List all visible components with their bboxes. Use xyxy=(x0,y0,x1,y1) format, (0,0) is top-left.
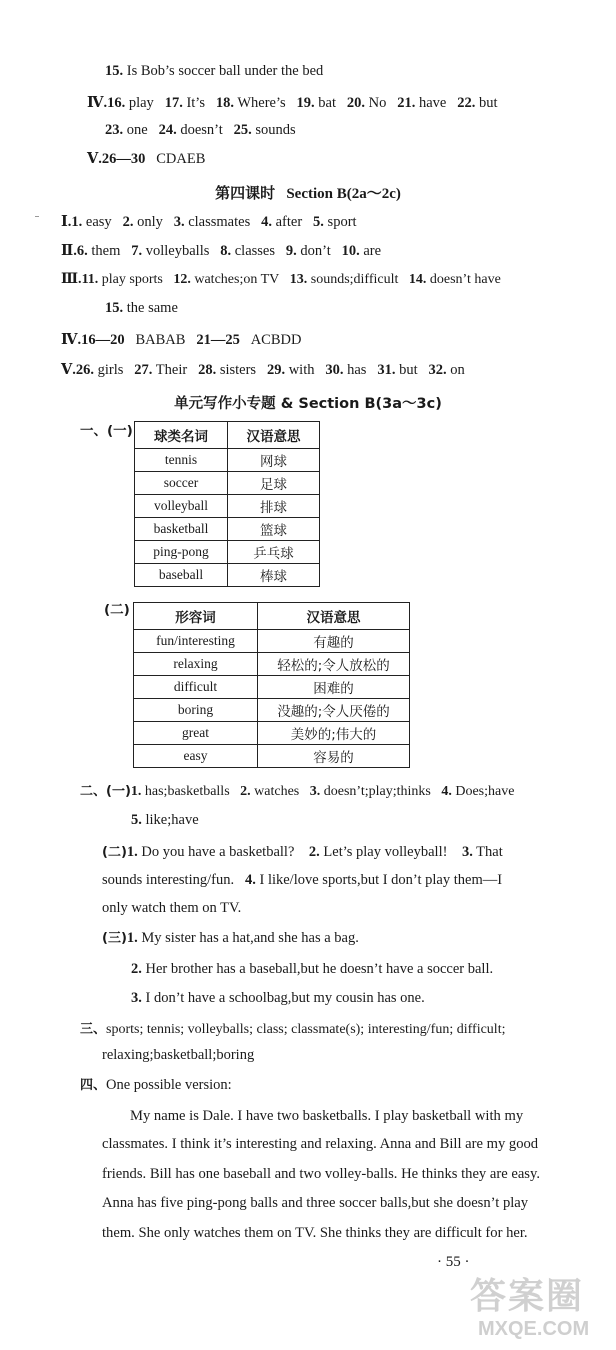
table-cell: 没趣的;令人厌倦的 xyxy=(258,699,410,722)
item-text: but xyxy=(395,362,418,378)
item-text: with xyxy=(285,362,315,378)
item-text: like;have xyxy=(141,812,199,828)
item-text: bat xyxy=(314,95,336,111)
table-cell: baseball xyxy=(135,564,228,587)
part-iii-line-2 xyxy=(105,299,178,317)
item-number: 30. xyxy=(325,362,344,378)
table-cell: basketball xyxy=(135,518,228,541)
item-number: 15. xyxy=(105,300,124,316)
item-text: doesn’t have xyxy=(426,272,501,287)
roman-numeral: Ⅳ. xyxy=(61,332,82,348)
item-number: 17. xyxy=(164,95,183,111)
section-iv-line-1 xyxy=(87,94,498,112)
item-number: 13. xyxy=(289,272,308,287)
item-text: classes xyxy=(231,243,276,259)
item-range: 21—25 xyxy=(196,332,240,348)
essay-line: them. She only watches them on TV. She thinks they are difficult for her. xyxy=(102,1225,528,1241)
roman-numeral: Ⅲ. xyxy=(61,272,82,287)
item-text: sounds interesting/fun. xyxy=(102,872,235,888)
roman-numeral: Ⅰ. xyxy=(61,214,72,230)
item-number: 2. xyxy=(240,784,251,799)
table-cell: great xyxy=(134,722,258,745)
item-number: 5. xyxy=(131,812,142,828)
table-cell: 容易的 xyxy=(258,745,410,768)
item-number: 9. xyxy=(285,243,297,259)
intro-text: One possible version: xyxy=(106,1077,232,1093)
table-row xyxy=(135,541,320,564)
item-number: 2. xyxy=(131,961,142,977)
essay-line: classmates. I think it’s interesting and relaxing. Anna and Bill are my good xyxy=(102,1136,539,1152)
table-cell: 网球 xyxy=(228,449,320,472)
section-2-1-line-1 xyxy=(80,783,514,801)
table-cell: difficult xyxy=(134,676,258,699)
section-v-line xyxy=(87,150,205,168)
table-row xyxy=(135,495,320,518)
table-cell: soccer xyxy=(135,472,228,495)
item-text: easy xyxy=(82,214,112,230)
item-text: Do you have a basketball? xyxy=(137,844,295,860)
item-number: 26. xyxy=(75,362,95,378)
section-2-2-line-3: only watch them on TV. xyxy=(102,900,242,916)
item-text: Where’s xyxy=(233,95,286,111)
item-number: 25. xyxy=(233,122,252,138)
item-number: 4. xyxy=(261,214,272,230)
table-row xyxy=(134,630,410,653)
essay-line: friends. Bill has one baseball and two volley-balls. He thinks they are easy. xyxy=(102,1166,540,1182)
item-number: 8. xyxy=(220,243,232,259)
item-number: 24. xyxy=(158,122,177,138)
item-text: That xyxy=(472,844,503,860)
table-1-label: 一、(一) xyxy=(80,423,133,439)
table-cell: volleyball xyxy=(135,495,228,518)
item-text: Let’s play volleyball! xyxy=(319,844,448,860)
table-cell: relaxing xyxy=(134,653,258,676)
item-range: 16—20 xyxy=(81,332,125,348)
item-text: has;basketballs xyxy=(141,784,230,799)
table-header: 形容词 xyxy=(134,603,258,630)
item-number: 7. xyxy=(131,243,143,259)
table-row xyxy=(135,449,320,472)
item-number: 16. xyxy=(107,95,126,111)
table-cell: 篮球 xyxy=(228,518,320,541)
item-text: has xyxy=(343,362,367,378)
part-iii-line-1 xyxy=(61,271,501,289)
item-number: 3. xyxy=(309,784,321,799)
item-number: 28. xyxy=(198,362,217,378)
section-label: 三、 xyxy=(80,1022,107,1037)
table-row xyxy=(134,653,410,676)
answer-line-15 xyxy=(105,62,323,80)
table-header: 汉语意思 xyxy=(228,422,320,449)
item-number: 23. xyxy=(105,122,124,138)
item-number: 27. xyxy=(134,362,153,378)
table-cell: tennis xyxy=(135,449,228,472)
item-number: 18. xyxy=(215,95,234,111)
item-text: one xyxy=(123,122,148,138)
section-2-1-line-2 xyxy=(131,811,199,829)
table-cell: 排球 xyxy=(228,495,320,518)
roman-numeral: Ⅱ. xyxy=(61,243,77,259)
table-row xyxy=(134,699,410,722)
section-2-3-line-3 xyxy=(131,989,425,1007)
section-2-2-line-2 xyxy=(102,871,502,889)
item-number: 29. xyxy=(266,362,286,378)
item-number: 15. xyxy=(105,63,124,79)
item-number: 3. xyxy=(173,214,185,230)
item-text: play xyxy=(125,95,154,111)
section-label: 二、(一) xyxy=(80,784,131,799)
table-cell: 足球 xyxy=(228,472,320,495)
item-number: 2. xyxy=(122,214,134,230)
section-3-line-2: relaxing;basketball;boring xyxy=(102,1047,255,1063)
item-number: 19. xyxy=(296,95,315,111)
table-row xyxy=(135,564,320,587)
part-v-line xyxy=(61,361,465,379)
item-number: 10. xyxy=(341,243,360,259)
answer-text: sports; tennis; volleyballs; class; classmate(s); interesting/fun; difficult; xyxy=(106,1022,506,1037)
item-text: sisters xyxy=(216,362,257,378)
table-cell: boring xyxy=(134,699,258,722)
item-number: 21. xyxy=(397,95,416,111)
table-cell: 轻松的;令人放松的 xyxy=(258,653,410,676)
answer-letters: BABAB xyxy=(135,332,186,348)
item-number: 2. xyxy=(308,844,320,860)
item-number: 3. xyxy=(461,844,473,860)
item-number: 1. xyxy=(130,784,142,799)
item-text: sounds xyxy=(251,122,296,138)
table-2-label: (二) xyxy=(104,602,130,618)
item-text: Her brother has a baseball,but he doesn’t have a soccer ball. xyxy=(141,961,494,977)
item-number: 6. xyxy=(76,243,88,259)
item-text: on xyxy=(446,362,465,378)
section-label: (三) xyxy=(102,931,127,946)
table-cell: fun/interesting xyxy=(134,630,258,653)
roman-numeral: Ⅴ. xyxy=(61,362,76,378)
answer-letters: ACBDD xyxy=(250,332,302,348)
item-number: 5. xyxy=(313,214,324,230)
item-number: 11. xyxy=(81,272,99,287)
table-cell: 美妙的;伟大的 xyxy=(258,722,410,745)
item-text: watches;on TV xyxy=(190,272,280,287)
item-text: are xyxy=(359,243,382,259)
table-header: 汉语意思 xyxy=(258,603,410,630)
answer-letters: CDAEB xyxy=(156,151,206,167)
item-number: 1. xyxy=(126,930,138,946)
item-text: sounds;difficult xyxy=(307,272,399,287)
section-4-intro xyxy=(80,1076,232,1095)
table-cell: 有趣的 xyxy=(258,630,410,653)
table-row xyxy=(134,676,410,699)
table-header-row xyxy=(134,603,410,630)
lesson-label: 第四课时 xyxy=(215,184,276,202)
table-row xyxy=(134,722,410,745)
section-2-3-line-2 xyxy=(131,960,493,978)
essay-line: Anna has five ping-pong balls and three soccer balls,but she doesn’t play xyxy=(102,1195,529,1211)
section-2-3-line-1 xyxy=(102,929,359,948)
table-cell: 乒乓球 xyxy=(228,541,320,564)
item-text: No xyxy=(364,95,387,111)
table-cell: easy xyxy=(134,745,258,768)
table-row xyxy=(134,745,410,768)
item-number: 1. xyxy=(71,214,83,230)
adjectives-table xyxy=(133,602,410,768)
item-number: 14. xyxy=(408,272,427,287)
item-text: doesn’t;play;thinks xyxy=(320,784,431,799)
item-text: sport xyxy=(323,214,357,230)
table-cell: 困难的 xyxy=(258,676,410,699)
roman-numeral: Ⅳ. xyxy=(87,95,108,111)
item-number: 32. xyxy=(428,362,447,378)
section-label: (二) xyxy=(102,845,127,860)
item-text: but xyxy=(475,95,498,111)
essay-line: My name is Dale. I have two basketballs. I play basketball with my xyxy=(130,1108,524,1124)
item-number: 31. xyxy=(377,362,396,378)
item-text: them xyxy=(87,243,121,259)
table-header: 球类名词 xyxy=(135,422,228,449)
item-text: don’t xyxy=(296,243,331,259)
table-cell: ping-pong xyxy=(135,541,228,564)
watermark-logo: 答案圈 xyxy=(470,1275,585,1316)
item-text: Does;have xyxy=(451,784,515,799)
item-number: 3. xyxy=(131,990,142,1006)
part-i-line xyxy=(61,213,357,231)
item-number: 4. xyxy=(244,872,256,888)
table-row xyxy=(135,472,320,495)
item-text: girls xyxy=(94,362,124,378)
item-text: It’s xyxy=(182,95,205,111)
item-text: Is Bob’s soccer ball under the bed xyxy=(123,63,324,79)
item-number: 1. xyxy=(126,844,138,860)
unit-writing-heading: 单元写作小专题 & Section B(3a～3c) xyxy=(174,396,442,412)
item-text: after xyxy=(271,214,303,230)
ball-nouns-table xyxy=(134,421,320,587)
margin-tick xyxy=(35,216,39,217)
item-text: classmates xyxy=(184,214,251,230)
roman-numeral: Ⅴ. xyxy=(87,151,102,167)
item-text: My sister has a hat,and she has a bag. xyxy=(137,930,359,946)
lesson-heading xyxy=(0,182,616,203)
item-text: I like/love sports,but I don’t play them—I xyxy=(255,872,503,888)
table-row xyxy=(135,518,320,541)
item-text: I don’t have a schoolbag,but my cousin has one. xyxy=(141,990,425,1006)
section-label: Section B(2a～2c) xyxy=(286,186,401,202)
item-text: only xyxy=(133,214,163,230)
item-text: Their xyxy=(152,362,188,378)
table-cell: 棒球 xyxy=(228,564,320,587)
page-number: · 55 · xyxy=(437,1254,470,1270)
item-text: the same xyxy=(123,300,178,316)
item-text: have xyxy=(415,95,447,111)
item-number: 20. xyxy=(346,95,365,111)
item-text: doesn’t xyxy=(176,122,223,138)
item-text: watches xyxy=(250,784,300,799)
part-ii-line xyxy=(61,242,381,260)
item-range: 26—30 xyxy=(101,151,146,167)
item-number: 12. xyxy=(173,272,191,287)
section-iv-line-2 xyxy=(105,121,296,139)
table-header-row xyxy=(135,422,320,449)
section-2-2-line-1 xyxy=(102,843,503,862)
item-number: 22. xyxy=(457,95,476,111)
watermark-url: MXQE.COM xyxy=(478,1318,590,1340)
item-text: play sports xyxy=(98,272,163,287)
section-3-line-1 xyxy=(80,1021,505,1039)
item-text: volleyballs xyxy=(142,243,210,259)
item-number: 4. xyxy=(441,784,452,799)
section-label: 四、 xyxy=(80,1078,107,1093)
part-iv-line xyxy=(61,331,301,349)
